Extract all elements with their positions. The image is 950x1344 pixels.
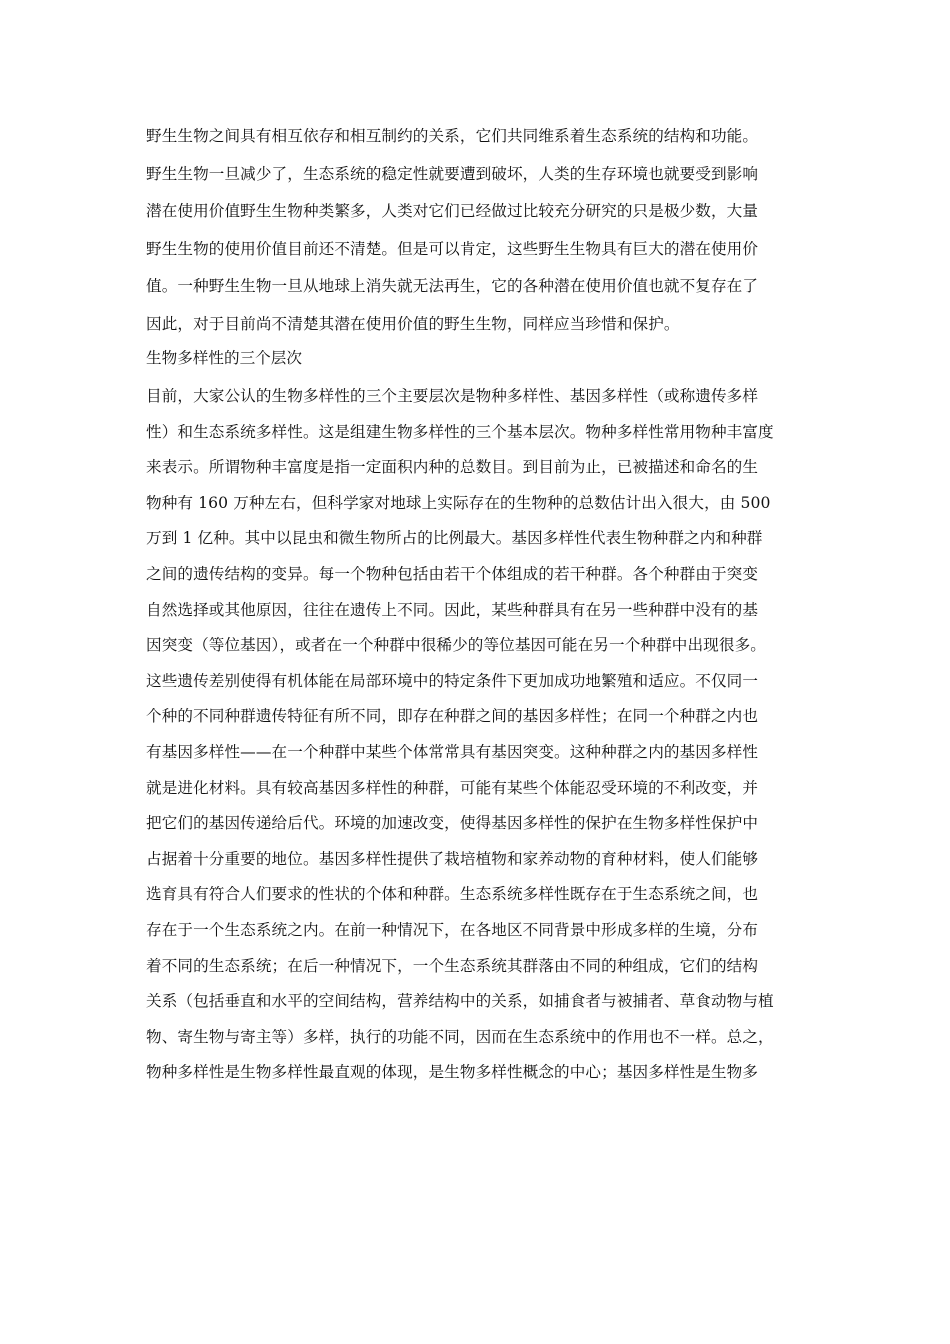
text-line: 着不同的生态系统；在后一种情况下，一个生态系统其群落由不同的种组成，它们的结构 [146,956,759,975]
text-line: 物种多样性是生物多样性最直观的体现，是生物多样性概念的中心；基因多样性是生物多 [146,1063,759,1082]
text-line: 把它们的基因传递给后代。环境的加速改变，使得基因多样性的保护在生物多样性保护中 [146,814,759,833]
text-line: 就是进化材料。具有较高基因多样性的种群，可能有某些个体能忍受环境的不利改变，并 [146,778,759,797]
text-line: 自然选择或其他原因，往往在遗传上不同。因此，某些种群具有在另一些种群中没有的基 [146,600,759,619]
section-heading: 生物多样性的三个层次 [146,349,302,367]
paragraph-wildlife-value [146,118,814,343]
text-line: 值。一种野生生物一旦从地球上消失就无法再生，它的各种潜在使用价值也就不复存在了 [146,277,759,295]
text-line: 物、寄生物与寄主等）多样，执行的功能不同，因而在生态系统中的作用也不一样。总之， [146,1027,774,1046]
text-line: 来表示。所谓物种丰富度是指一定面积内种的总数目。到目前为止，已被描述和命名的生 [146,458,759,477]
text-line: 野生生物之间具有相互依存和相互制约的关系，它们共同维系着生态系统的结构和功能。 [146,127,759,145]
text-line: 因突变（等位基因），或者在一个种群中很稀少的等位基因可能在另一个种群中出现很多。 [146,636,766,655]
text-line: 物种有 160 万种左右，但科学家对地球上实际存在的生物种的总数估计出入很大，由 500 [146,493,771,512]
text-line: 关系（包括垂直和水平的空间结构，营养结构中的关系，如捕食者与被捕者、草食动物与植 [146,992,774,1011]
text-line: 之间的遗传结构的变异。每一个物种包括由若干个体组成的若干种群。各个种群由于突变 [146,564,759,583]
text-line: 这些遗传差别使得有机体能在局部环境中的特定条件下更加成功地繁殖和适应。不仅同一 [146,671,759,690]
text-line: 占据着十分重要的地位。基因多样性提供了栽培植物和家养动物的育种材料，使人们能够 [146,849,759,868]
text-line: 有基因多样性——在一个种群中某些个体常常具有基因突变。这种种群之内的基因多样性 [146,742,759,761]
text-line: 存在于一个生态系统之内。在前一种情况下，在各地区不同背景中形成多样的生境，分布 [146,920,759,939]
text-line: 万到 1 亿种。其中以昆虫和微生物所占的比例最大。基因多样性代表生物种群之内和种群 [146,529,763,548]
text-line: 目前，大家公认的生物多样性的三个主要层次是物种多样性、基因多样性（或称遗传多样 [146,387,759,405]
document-page [146,118,814,1091]
text-line: 潜在使用价值野生生物种类繁多，人类对它们已经做过比较充分研究的只是极少数，大量 [146,202,759,220]
text-line: 野生生物一旦减少了，生态系统的稳定性就要遭到破坏，人类的生存环境也就要受到影响 [146,164,759,183]
text-line: 个种的不同种群遗传特征有所不同，即存在种群之间的基因多样性；在同一个种群之内也 [146,707,759,726]
text-line: 性）和生态系统多样性。这是组建生物多样性的三个基本层次。物种多样性常用物种丰富度 [146,422,774,441]
paragraph-biodiversity-levels [146,379,814,1091]
text-line: 野生生物的使用价值目前还不清楚。但是可以肯定，这些野生生物具有巨大的潜在使用价 [146,239,759,258]
text-line: 选育具有符合人们要求的性状的个体和种群。生态系统多样性既存在于生态系统之间，也 [146,885,759,904]
text-line: 因此，对于目前尚不清楚其潜在使用价值的野生生物，同样应当珍惜和保护。 [146,314,680,333]
